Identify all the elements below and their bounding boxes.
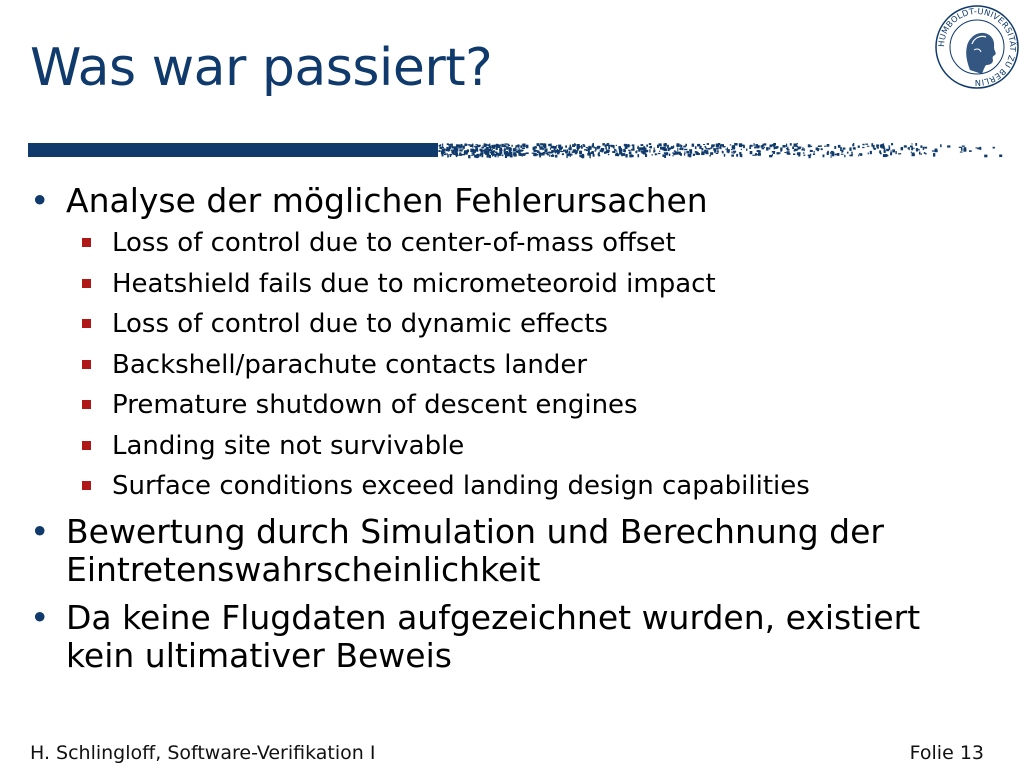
sub-bullet-text: Loss of control due to center-of-mass offset — [112, 228, 676, 258]
bullet-dot-icon: • — [30, 511, 50, 551]
bullet-text: Analyse der möglichen Fehlerursachen — [66, 181, 708, 220]
square-bullet-icon — [82, 441, 91, 450]
bullet-item — [0, 599, 1024, 675]
sub-bullet-item — [0, 466, 1024, 507]
sub-bullet-item — [0, 385, 1024, 426]
square-bullet-icon — [82, 400, 91, 409]
sub-bullet-text: Loss of control due to dynamic effects — [112, 309, 608, 339]
slide-content — [0, 182, 1024, 675]
bullet-item — [0, 513, 1024, 589]
sub-bullet-text: Backshell/parachute contacts lander — [112, 349, 588, 380]
svg-text:HUMBOLDT-UNIVERSITÄT ZU BERLIN: HUMBOLDT-UNIVERSITÄT ZU BERLIN — [935, 5, 1019, 89]
sub-bullet-item — [0, 223, 1024, 264]
slide-title: Was war passiert? — [30, 38, 493, 98]
title-divider-bar — [28, 141, 1008, 159]
sub-bullet-item — [0, 304, 1024, 345]
square-bullet-icon — [82, 238, 91, 247]
sub-bullet-text: Landing site not survivable — [112, 430, 465, 461]
bullet-item — [0, 182, 1024, 220]
bullet-text-line: kein ultimativer Beweis — [66, 635, 452, 675]
bullet-text-line: Bewertung durch Simulation und Berechnung der — [66, 511, 884, 551]
sub-bullet-item — [0, 345, 1024, 386]
bullet-dot-icon: • — [30, 597, 50, 637]
square-bullet-icon — [82, 360, 91, 369]
square-bullet-icon — [82, 481, 91, 490]
square-bullet-icon — [82, 319, 91, 328]
sub-bullet-text: Surface conditions exceed landing design capabilities — [112, 471, 810, 501]
sub-bullet-text: Premature shutdown of descent engines — [112, 390, 638, 420]
sub-bullet-item — [0, 264, 1024, 305]
footer-author-course: H. Schlingloff, Software-Verifikation I — [30, 742, 376, 764]
university-seal-logo — [934, 4, 1020, 90]
bullet-dot-icon: • — [30, 181, 50, 220]
bullet-text-line: Eintretenswahrscheinlichkeit — [66, 549, 541, 589]
sub-bullet-item — [0, 426, 1024, 467]
bullet-text-line: Da keine Flugdaten aufgezeichnet wurden, existiert — [66, 597, 921, 637]
footer-slide-number: Folie 13 — [909, 742, 984, 764]
square-bullet-icon — [82, 279, 91, 288]
sub-bullet-text: Heatshield fails due to micrometeoroid impact — [112, 268, 716, 299]
